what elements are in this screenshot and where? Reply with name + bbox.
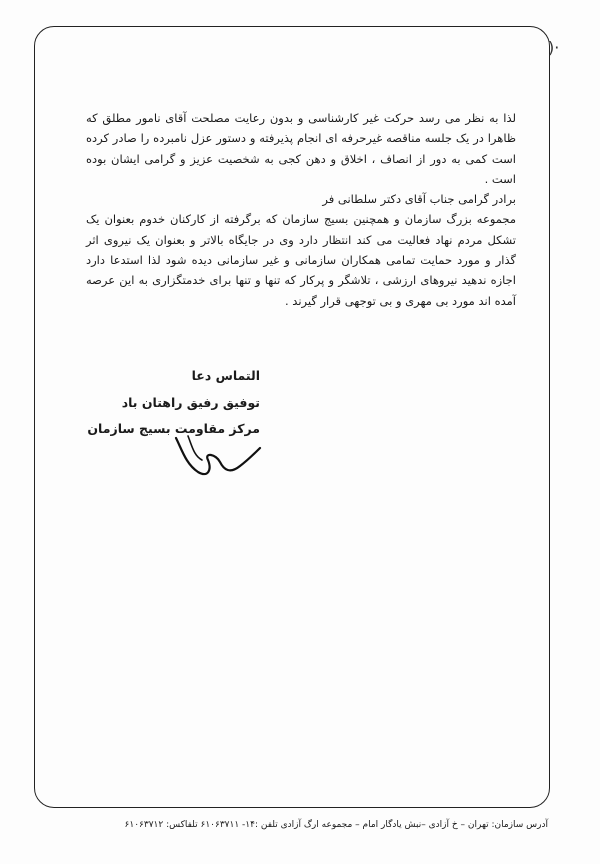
handwritten-signature <box>168 430 268 490</box>
closing-line-2: توفیق رفیق راهتان باد <box>121 394 260 410</box>
closing-line-3: مرکز مقاومت بسیج سازمان <box>87 421 260 436</box>
paragraph-2-salutation: برادر گرامی جناب آقای دکتر سلطانی فر <box>322 192 516 207</box>
paragraph-1: لذا به نظر می رسد حرکت غیر کارشناسی و بدون رعایت مصلحت آقای نامور مطلق که ظاهرا در یک جلسه مناقصه غیرحرفه ای انجام پذیرفته و دستور عزل نامبرده را صادر کرده است کمی به دور از انصاف ، اخلاق و دهن کجی به شخصیت عزیز و گرامی ایشان بوده است . <box>86 111 516 186</box>
letter-body <box>86 108 516 311</box>
corner-mark: )· <box>548 38 560 57</box>
paragraph-3: مجموعه بزرگ سازمان و همچنین بسیج سازمان که برگرفته از کارکنان خدوم بعنوان یک تشکل مردم نهاد فعالیت می کند انتظار دارد وی در جایگاه بالاتر و بعنوان یک نیروی اثر گذار و مورد حمایت تمامی همکاران سازمانی و غیر سازمانی دیده شود لذا استدعا دارد اجازه ندهید نیروهای ارزشی ، تلاشگر و پرکار که تنها و تنها برای خدمتگزاری به این عرصه آمده اند مورد بی مهری و بی توجهی قرار گیرند . <box>86 212 516 308</box>
closing-line-1: التماس دعا <box>191 368 260 383</box>
footer-address: آدرس سازمان: تهران – خ آزادی –نبش یادگار امام – مجموعه ارگ آزادی تلفن :۱۴- ۶۱۰۶۳۷۱۱ تلفاکس: ۶۱۰۶۳۷۱۲ <box>124 820 548 830</box>
